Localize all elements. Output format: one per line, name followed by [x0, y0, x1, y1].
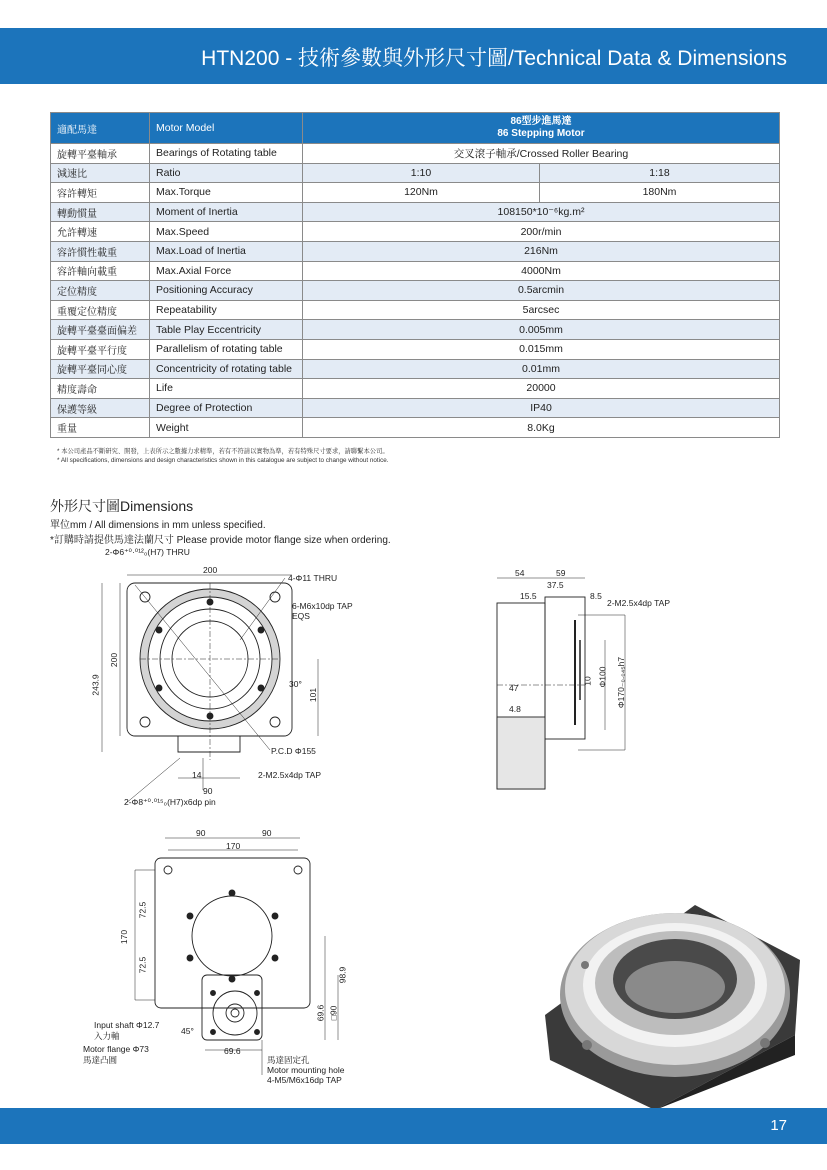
- row-label-en: Ratio: [150, 163, 303, 183]
- bottom-angle-label: 45°: [181, 1026, 194, 1036]
- row-label-zh: 重覆定位精度: [51, 300, 150, 320]
- row-label-zh: 旋轉平臺臺面偏差: [51, 320, 150, 340]
- bottom-d90b-label: 90: [262, 828, 272, 838]
- side-tap-label: 2-M2.5x4dp TAP: [607, 598, 670, 608]
- top-d14-label: 14: [192, 770, 202, 780]
- bottom-d98-9-label: 98.9: [337, 966, 348, 984]
- side-d10-label: 10: [582, 676, 593, 686]
- row-label-zh: 保護等級: [51, 398, 150, 418]
- top-pcd-label: P.C.D Φ155: [271, 746, 316, 756]
- row-label-zh: 旋轉平臺同心度: [51, 359, 150, 379]
- bottom-d72-5a-label: 72.5: [137, 901, 148, 919]
- row-value: 8.0Kg: [303, 418, 780, 438]
- top-width-label: 200: [203, 565, 218, 575]
- row-label-zh: 旋轉平臺軸承: [51, 144, 150, 164]
- bottom-mount-en-label: Motor mounting hole: [267, 1065, 345, 1075]
- bottom-sq90-label: □90: [328, 1005, 339, 1021]
- bottom-flange-en-label: Motor flange Φ73: [83, 1044, 149, 1054]
- row-value: 0.015mm: [303, 339, 780, 359]
- bottom-flange-zh-label: 馬達凸圓: [83, 1055, 118, 1065]
- disclaimer-zh: * 本公司產品不斷研究、開發，上表所示之數據力求精準，若有不符請以實物為準，若有特殊尺寸要求，請聯繫本公司。: [57, 448, 389, 455]
- row-value: 0.005mm: [303, 320, 780, 340]
- row-label-en: Max.Axial Force: [150, 261, 303, 281]
- row-label-en: Max.Torque: [150, 183, 303, 203]
- row-label-en: Parallelism of rotating table: [150, 339, 303, 359]
- row-value: 5arcsec: [303, 300, 780, 320]
- bottom-d69-6v-label: 69.6: [315, 1004, 326, 1022]
- side-d59-label: 59: [556, 568, 566, 578]
- page-title: HTN200 - 技術參數與外形尺寸圖/Technical Data & Dimensions: [201, 47, 787, 70]
- row-label-en: Repeatability: [150, 300, 303, 320]
- row-label-zh: 減速比: [51, 163, 150, 183]
- row-value: 交叉滾子軸承/Crossed Roller Bearing: [303, 144, 780, 164]
- row-label-zh: 容許慣性載重: [51, 241, 150, 261]
- side-d47-label: 47: [509, 683, 519, 693]
- bottom-d170h-label: 170: [119, 929, 130, 945]
- row-value: 4000Nm: [303, 261, 780, 281]
- bottom-shaft-en-label: Input shaft Φ12.7: [94, 1020, 160, 1030]
- bottom-shaft-zh-label: 入力軸: [94, 1031, 120, 1041]
- row-label-zh: 精度壽命: [51, 379, 150, 399]
- top-offset-label: 101: [308, 687, 319, 703]
- row-label-en: Degree of Protection: [150, 398, 303, 418]
- row-label-zh: 旋轉平臺平行度: [51, 339, 150, 359]
- top-height-total-label: 243.9: [90, 674, 101, 696]
- row-value-b: 180Nm: [540, 183, 780, 203]
- row-value-a: 1:10: [303, 163, 540, 183]
- row-value-b: 1:18: [540, 163, 780, 183]
- top-d90-label: 90: [203, 786, 213, 796]
- bottom-d72-5b-label: 72.5: [137, 956, 148, 974]
- side-d4-8-label: 4.8: [509, 704, 521, 714]
- side-phi170-label: Φ170₋₀.₀₄₅h7: [616, 656, 627, 709]
- top-pin-bottom-label: 2-Φ8⁺⁰·⁰¹⁵₀(H7)x6dp pin: [124, 797, 216, 807]
- row-label-en: Moment of Inertia: [150, 202, 303, 222]
- row-value: 108150*10⁻⁶kg.m²: [303, 202, 780, 222]
- unit-note: 單位mm / All dimensions in mm unless specified.: [50, 520, 266, 531]
- top-tap-label: 6-M6x10dp TAP: [292, 601, 353, 611]
- row-value: 0.5arcmin: [303, 281, 780, 301]
- side-d15-5-label: 15.5: [520, 591, 537, 601]
- order-note: *訂購時請提供馬達法蘭尺寸 Please provide motor flange size when ordering.: [50, 535, 391, 546]
- side-phi100-label: Φ100: [597, 666, 608, 688]
- row-value-a: 120Nm: [303, 183, 540, 203]
- row-label-zh: 定位精度: [51, 281, 150, 301]
- bottom-mount-zh-label: 馬達固定孔: [267, 1055, 310, 1065]
- row-label-en: Max.Speed: [150, 222, 303, 242]
- header-en: Motor Model: [150, 113, 303, 144]
- dimensions-title: 外形尺寸圖Dimensions: [50, 498, 194, 514]
- side-d54-label: 54: [515, 568, 525, 578]
- top-angle-label: 30°: [289, 679, 302, 689]
- header-value-zh: 86型步進馬達: [510, 116, 572, 127]
- row-label-zh: 容許轉矩: [51, 183, 150, 203]
- row-label-en: Max.Load of Inertia: [150, 241, 303, 261]
- top-height-label: 200: [109, 652, 120, 668]
- row-value: 200r/min: [303, 222, 780, 242]
- row-label-en: Table Play Eccentricity: [150, 320, 303, 340]
- row-label-zh: 容許軸向載重: [51, 261, 150, 281]
- top-thru-label: 4-Φ11 THRU: [288, 573, 338, 583]
- header-zh: 適配馬達: [51, 113, 150, 144]
- row-value: IP40: [303, 398, 780, 418]
- top-eqs-label: EQS: [292, 611, 310, 621]
- bottom-mount-tap-label: 4-M5/M6x16dp TAP: [267, 1075, 342, 1085]
- row-label-zh: 允許轉速: [51, 222, 150, 242]
- bottom-d69-6h-label: 69.6: [224, 1046, 241, 1056]
- row-value: 20000: [303, 379, 780, 399]
- header-value-en: 86 Stepping Motor: [497, 128, 585, 139]
- row-label-en: Concentricity of rotating table: [150, 359, 303, 379]
- bottom-view-drawing: [135, 838, 338, 1075]
- product-photo: [525, 865, 815, 1110]
- top-small-tap-label: 2-M2.5x4dp TAP: [258, 770, 321, 780]
- side-d37-5-label: 37.5: [547, 580, 564, 590]
- row-value: 216Nm: [303, 241, 780, 261]
- row-label-en: Weight: [150, 418, 303, 438]
- side-d8-5-label: 8.5: [590, 591, 602, 601]
- row-label-en: Positioning Accuracy: [150, 281, 303, 301]
- row-label-en: Bearings of Rotating table: [150, 144, 303, 164]
- disclaimer-en: * All specifications, dimensions and design characteristics shown in this catalogue are subject to change without notice.: [57, 457, 389, 464]
- bottom-d90a-label: 90: [196, 828, 206, 838]
- top-pin-hole-label: 2-Φ6⁺⁰·⁰¹²₀(H7) THRU: [105, 547, 190, 557]
- row-label-en: Life: [150, 379, 303, 399]
- bottom-d170w-label: 170: [226, 841, 241, 851]
- row-value: 0.01mm: [303, 359, 780, 379]
- row-label-zh: 轉動慣量: [51, 202, 150, 222]
- row-label-zh: 重量: [51, 418, 150, 438]
- page-number: 17: [770, 1117, 787, 1134]
- page-footer: [0, 1108, 827, 1144]
